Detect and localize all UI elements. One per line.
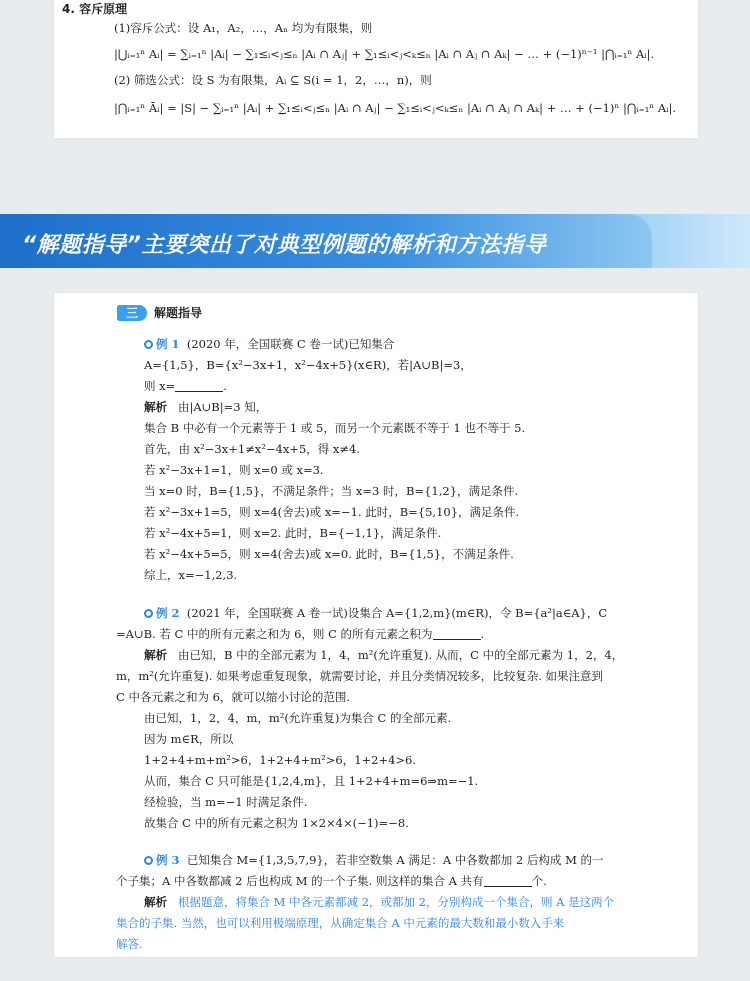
ex1-body-line: 若 x²−3x+1=1，则 x=0 或 x=3. <box>144 463 324 477</box>
ex2-body-line: 从而，集合 C 只可能是{1,2,4,m}，且 1+2+4+m=6⇒m=−1. <box>144 774 479 788</box>
ex2-line-2 <box>116 626 484 642</box>
ex2-line-1 <box>144 605 607 621</box>
section-title: 解题指导 <box>154 306 203 320</box>
banner-text: “解题指导”主要突出了对典型例题的解析和方法指导 <box>22 233 547 258</box>
ex2-label: 例 2 <box>156 606 180 620</box>
ex2-body-line: 经检验，当 m=−1 时满足条件. <box>144 795 308 809</box>
formula-line-1: (1)容斥公式：设 A₁，A₂，…，Aₙ 均为有限集，则 <box>114 21 373 35</box>
ex1-body-line: 综上，x=−1,2,3. <box>144 568 238 582</box>
ex3-solution-2: 集合的子集. 当然，也可以利用极端原理，从确定集合 A 中元素的最大数和最小数入手来 <box>116 916 565 930</box>
ex3-text-2b: 个. <box>531 874 547 888</box>
ex1-solution-start <box>144 399 267 415</box>
ex1-text-1: (2020 年，全国联赛 C 卷一试)已知集合 <box>186 337 395 351</box>
ex3-text-2a: 个子集；A 中各数都减 2 后也构成 M 的一个子集. 则这样的集合 A 共有 <box>116 874 484 888</box>
ex1-line-3 <box>144 378 227 394</box>
ex3-solution-start <box>144 894 614 910</box>
ex3-line-1 <box>144 852 604 868</box>
ex1-text-3a: 则 x= <box>144 379 176 393</box>
example-bullet-icon <box>144 856 153 865</box>
ex3-solution-3: 解答. <box>116 937 143 951</box>
example-bullet-icon <box>144 609 153 618</box>
ex1-body-line: 当 x=0 时，B={1,5}，不满足条件；当 x=3 时，B={1,2}，满足条件. <box>144 484 519 498</box>
ex1-label: 例 1 <box>156 337 180 351</box>
formula-line-2: |⋃ᵢ₌₁ⁿ Aᵢ| = ∑ᵢ₌₁ⁿ |Aᵢ| − ∑₁≤ᵢ<ⱼ≤ₙ |Aᵢ ∩ Aⱼ| + ∑₁≤ᵢ<ⱼ<ₖ≤ₙ |Aᵢ ∩ Aⱼ ∩ Aₖ| − … + (−1)ⁿ⁻¹ |⋂ᵢ₌₁ⁿ Aᵢ|. <box>114 47 655 61</box>
ex2-solution-1: 由已知，B 中的全部元素为 1，4，m²(允许重复). 从而，C 中的全部元素为 1，2，4， <box>177 648 624 662</box>
ex3-text-1: 已知集合 M={1,3,5,7,9}，若非空数集 A 满足：A 中各数都加 2 后构成 M 的一 <box>186 853 604 867</box>
example-bullet-icon <box>144 340 153 349</box>
ex2-body-line: 因为 m∈R，所以 <box>144 732 234 746</box>
ex3-line-2 <box>116 873 547 889</box>
formula-line-4: |⋂ᵢ₌₁ⁿ Āᵢ| = |S| − ∑ᵢ₌₁ⁿ |Aᵢ| + ∑₁≤ᵢ<ⱼ≤ₙ |Aᵢ ∩ Aⱼ| − ∑₁≤ᵢ<ⱼ<ₖ≤ₙ |Aᵢ ∩ Aⱼ ∩ Aₖ| + … + (−1)ⁿ |⋂ᵢ₌₁ⁿ Aᵢ|. <box>114 101 677 115</box>
ex1-text-3b: . <box>223 379 227 393</box>
ex3-label: 例 3 <box>156 853 180 867</box>
section-heading: 4. 容斥原理 <box>62 2 128 16</box>
ex2-text-2a: =A∪B. 若 C 中的所有元素之和为 6，则 C 的所有元素之积为 <box>116 627 433 641</box>
ex1-body-line: 若 x²−4x+5=5，则 x=4(舍去)或 x=0. 此时，B={1,5}，不满足条件. <box>144 547 514 561</box>
ex3-solution-label: 解析 <box>144 895 167 909</box>
formula-line-3: (2) 筛选公式：设 S 为有限集，Aᵢ ⊆ S(i = 1，2，…，n)，则 <box>114 73 432 87</box>
ex1-body-line: 集合 B 中必有一个元素等于 1 或 5，而另一个元素既不等于 1 也不等于 5. <box>144 421 526 435</box>
ex1-body-line: 若 x²−3x+1=5，则 x=4(舍去)或 x=−1. 此时，B={5,10}，满足条件. <box>144 505 520 519</box>
ex1-solution-label: 解析 <box>144 400 167 414</box>
ex2-solution-2: m，m²(允许重复). 如果考虑重复现象，就需要讨论，并且分类情况较多，比较复杂. 如果注意到 <box>116 669 604 683</box>
ex2-solution-label: 解析 <box>144 648 167 662</box>
ex1-line-1 <box>144 336 394 352</box>
ex2-body-line: 1+2+4+m+m²>6，1+2+4+m²>6，1+2+4>6. <box>144 753 417 767</box>
ex1-solution-1: 由|A∪B|=3 知， <box>177 400 268 414</box>
ex2-body-line: 故集合 C 中的所有元素之积为 1×2×4×(−1)=−8. <box>144 816 409 830</box>
ex3-solution-1: 根据题意，将集合 M 中各元素都减 2，或都加 2，分别构成一个集合，则 A 是这两个 <box>177 895 615 909</box>
answer-blank <box>175 381 223 392</box>
ex1-body-line: 若 x²−4x+5=1，则 x=2. 此时，B={−1,1}，满足条件. <box>144 526 442 540</box>
answer-blank <box>433 629 481 640</box>
section-number-badge: 三 <box>117 305 147 321</box>
answer-blank <box>484 876 532 887</box>
ex1-line-2: A={1,5}，B={x²−3x+1，x²−4x+5}(x∈R)，若|A∪B|=3， <box>144 358 472 372</box>
ex2-solution-3: C 中各元素之和为 6，就可以缩小讨论的范围. <box>116 690 351 704</box>
ex1-body-line: 首先，由 x²−3x+1≠x²−4x+5，得 x≠4. <box>144 442 361 456</box>
ex2-text-2b: . <box>480 627 485 641</box>
ex2-solution-start <box>144 647 623 663</box>
ex2-text-1: (2021 年，全国联赛 A 卷一试)设集合 A={1,2,m}(m∈R)，令 B={a²|a∈A}，C <box>186 606 608 620</box>
ex2-body-line: 由已知，1，2，4，m，m²(允许重复)为集合 C 的全部元素. <box>144 711 452 725</box>
